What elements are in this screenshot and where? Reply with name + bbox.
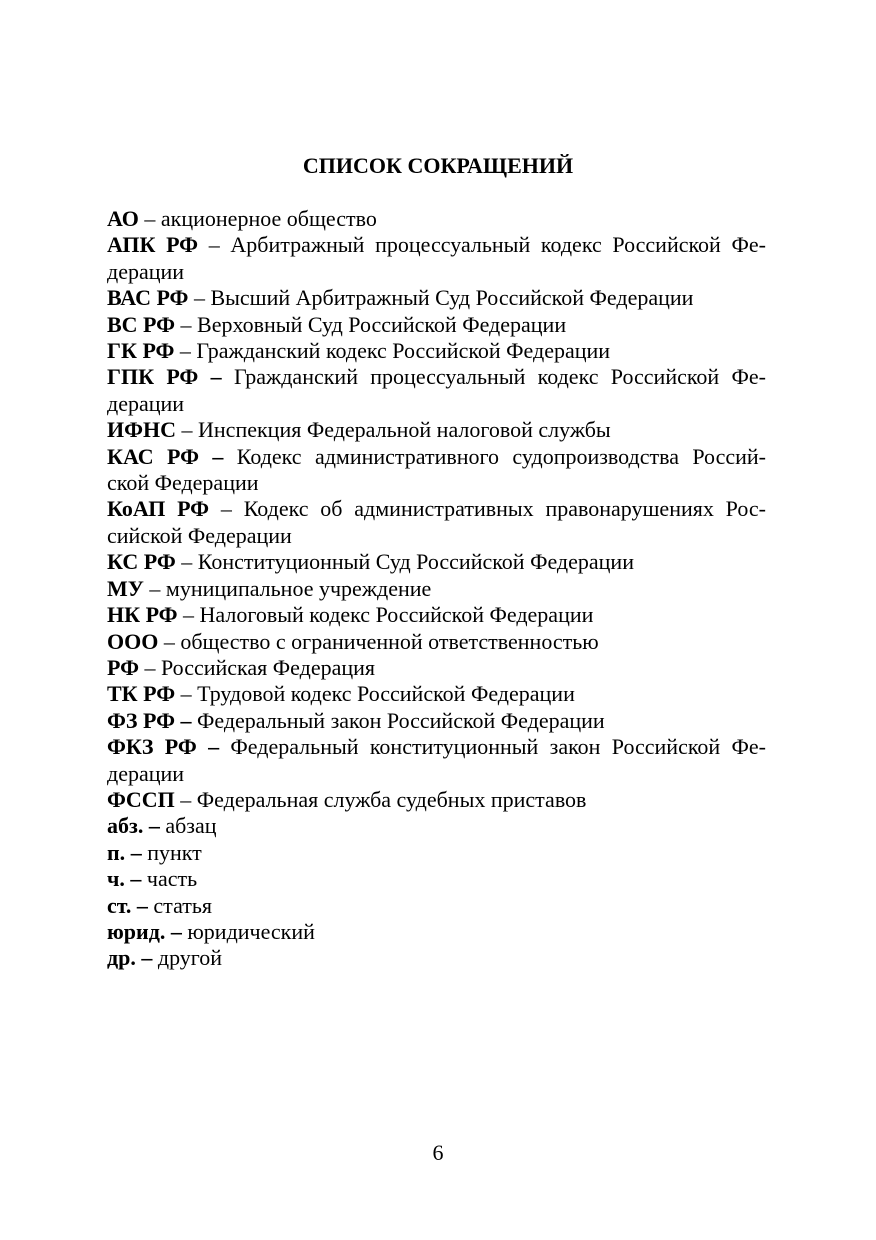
entry-line [107,206,766,232]
abbreviation-term: ч. [107,866,125,892]
entry-line [107,787,766,813]
abbreviation-definition: пункт [147,839,202,865]
abbreviation-dash: – [165,918,188,944]
abbreviation-dash: – [174,707,197,733]
abbreviation-dash: – [124,866,147,892]
abbreviation-entry [107,893,766,919]
entry-line [107,576,766,602]
abbreviation-definition: акционерное общество [160,206,377,231]
abbreviation-term: п. [107,839,126,865]
abbreviation-term: ГПК РФ [107,364,199,390]
abbreviation-term: ФКЗ РФ [107,734,197,760]
abbreviation-dash: – [176,417,199,443]
entry-line [107,761,766,787]
abbreviation-definition: общество с ограниченной ответственностью [180,628,599,654]
abbreviation-dash: – [175,549,198,575]
abbreviation-term: др. [107,945,136,971]
abbreviation-term: ВАС РФ [107,285,189,311]
entry-line [107,232,766,258]
abbreviation-entry [107,629,766,655]
entry-line [107,708,766,734]
abbreviation-definition: дерации [107,760,185,786]
abbreviation-term: ИФНС [107,417,177,443]
abbreviation-definition: Конституционный Суд Российской Федерации [197,549,634,575]
entry-line [107,470,766,496]
entry-line [107,602,766,628]
abbreviation-entry [107,417,766,443]
abbreviation-definition: Инспекция Федеральной налоговой службы [198,417,611,443]
abbreviation-entry [107,549,766,575]
entry-line [107,496,766,522]
abbreviation-definition: Налоговый кодекс Российской Федерации [199,602,594,628]
abbreviation-entry [107,840,766,866]
entry-line [107,840,766,866]
abbreviation-entry [107,655,766,681]
abbreviation-dash: – [198,443,237,469]
entry-line [107,338,766,364]
entry-line [107,681,766,707]
abbreviation-entry [107,708,766,734]
abbreviation-term: ВС РФ [107,311,176,337]
entry-line [107,655,766,681]
entry-line [107,391,766,417]
abbreviation-term: КС РФ [107,549,176,575]
abbreviation-definition: Российская Федерация [160,654,376,680]
abbreviation-entry [107,206,766,232]
abbreviation-term: ФССП [107,786,175,812]
abbreviation-definition: юридический [187,918,315,944]
entry-line [107,919,766,945]
abbreviation-entry [107,444,766,497]
abbreviation-entry [107,576,766,602]
abbreviation-term: НК РФ [107,602,178,628]
abbreviation-dash: – [177,602,200,628]
abbreviation-definition: Арбитражный процессуальный кодекс Российской Фе- [230,232,766,258]
abbreviation-entry [107,813,766,839]
abbreviation-definition: дерации [107,390,185,416]
abbreviation-dash: – [198,364,234,390]
abbreviation-entry [107,496,766,549]
abbreviation-term: ГК РФ [107,338,175,364]
abbreviation-entry [107,866,766,892]
abbreviation-dash: – [158,628,181,654]
abbreviation-definition: ской Федерации [107,470,259,496]
abbreviation-entry [107,945,766,971]
abbreviation-definition: Высший Арбитражный Суд Российской Федерации [210,285,694,311]
abbreviation-term: МУ [107,575,144,601]
abbreviation-dash: – [143,813,166,839]
abbreviation-term: АПК РФ [107,232,199,258]
abbreviation-term: абз. [107,813,144,839]
entry-line [107,629,766,655]
abbreviation-definition: статья [153,892,213,918]
abbreviation-dash: – [209,496,244,522]
entry-line [107,734,766,760]
abbreviation-dash: – [175,311,198,337]
abbreviation-dash: – [125,839,148,865]
page-title: СПИСОК СОКРАЩЕНИЙ [302,153,574,178]
abbreviation-definition: Федеральная служба судебных приставов [196,786,587,812]
abbreviation-definition: Гражданский кодекс Российской Федерации [196,338,611,364]
abbreviation-definition: другой [157,945,223,971]
abbreviation-term: КоАП РФ [107,496,210,522]
entry-line [107,866,766,892]
abbreviation-term: КАС РФ [107,443,199,469]
abbreviation-dash: – [143,575,166,601]
abbreviation-dash: – [138,654,161,680]
entry-line [107,444,766,470]
abbreviation-definition: Кодекс административного судопроизводства Россий- [236,443,766,469]
abbreviation-definition: Федеральный конституционный закон Российской Фе- [230,734,766,760]
abbreviation-entry [107,734,766,787]
abbreviation-dash: – [175,681,198,707]
entry-line [107,813,766,839]
abbreviation-definition: Федеральный закон Российской Федерации [196,707,605,733]
entry-line [107,312,766,338]
abbreviation-entry [107,338,766,364]
abbreviation-definition: абзац [165,813,217,839]
abbreviation-definition: дерации [107,258,185,284]
abbreviation-term: ООО [107,628,159,654]
abbreviation-definition: Кодекс об административных правонарушениях Рос- [243,496,766,522]
entry-line [107,523,766,549]
abbreviation-entry [107,919,766,945]
abbreviation-entry [107,787,766,813]
abbreviation-term: РФ [107,654,139,680]
abbreviation-definition: сийской Федерации [107,522,292,548]
abbreviation-term: юрид. [107,918,166,944]
abbreviation-entry [107,232,766,285]
abbreviation-entry [107,602,766,628]
entry-line [107,945,766,971]
abbreviation-list [107,206,766,972]
abbreviation-term: ФЗ РФ [107,707,175,733]
abbreviation-entry [107,681,766,707]
entry-line [107,285,766,311]
abbreviation-entry [107,312,766,338]
abbreviation-dash: – [198,232,231,258]
entry-line [107,549,766,575]
entry-line [107,417,766,443]
abbreviation-entry [107,364,766,417]
page-number: 6 [432,1140,444,1165]
abbreviation-definition: Гражданский процессуальный кодекс Российской Фе- [233,364,766,390]
abbreviation-definition: Трудовой кодекс Российской Федерации [197,681,575,707]
entry-line [107,259,766,285]
abbreviation-dash: – [138,206,161,231]
abbreviation-entry [107,285,766,311]
abbreviation-dash: – [196,734,231,760]
abbreviation-definition: Верховный Суд Российской Федерации [197,311,567,337]
abbreviation-term: ст. [107,892,132,918]
abbreviation-dash: – [174,338,197,364]
abbreviation-dash: – [188,285,211,311]
entry-line [107,364,766,390]
abbreviation-dash: – [131,892,154,918]
abbreviation-term: ТК РФ [107,681,176,707]
abbreviation-definition: муниципальное учреждение [165,575,432,601]
abbreviation-definition: часть [146,866,198,892]
abbreviation-dash: – [174,786,197,812]
entry-line [107,893,766,919]
abbreviation-term: АО [107,206,139,231]
abbreviation-dash: – [135,945,158,971]
